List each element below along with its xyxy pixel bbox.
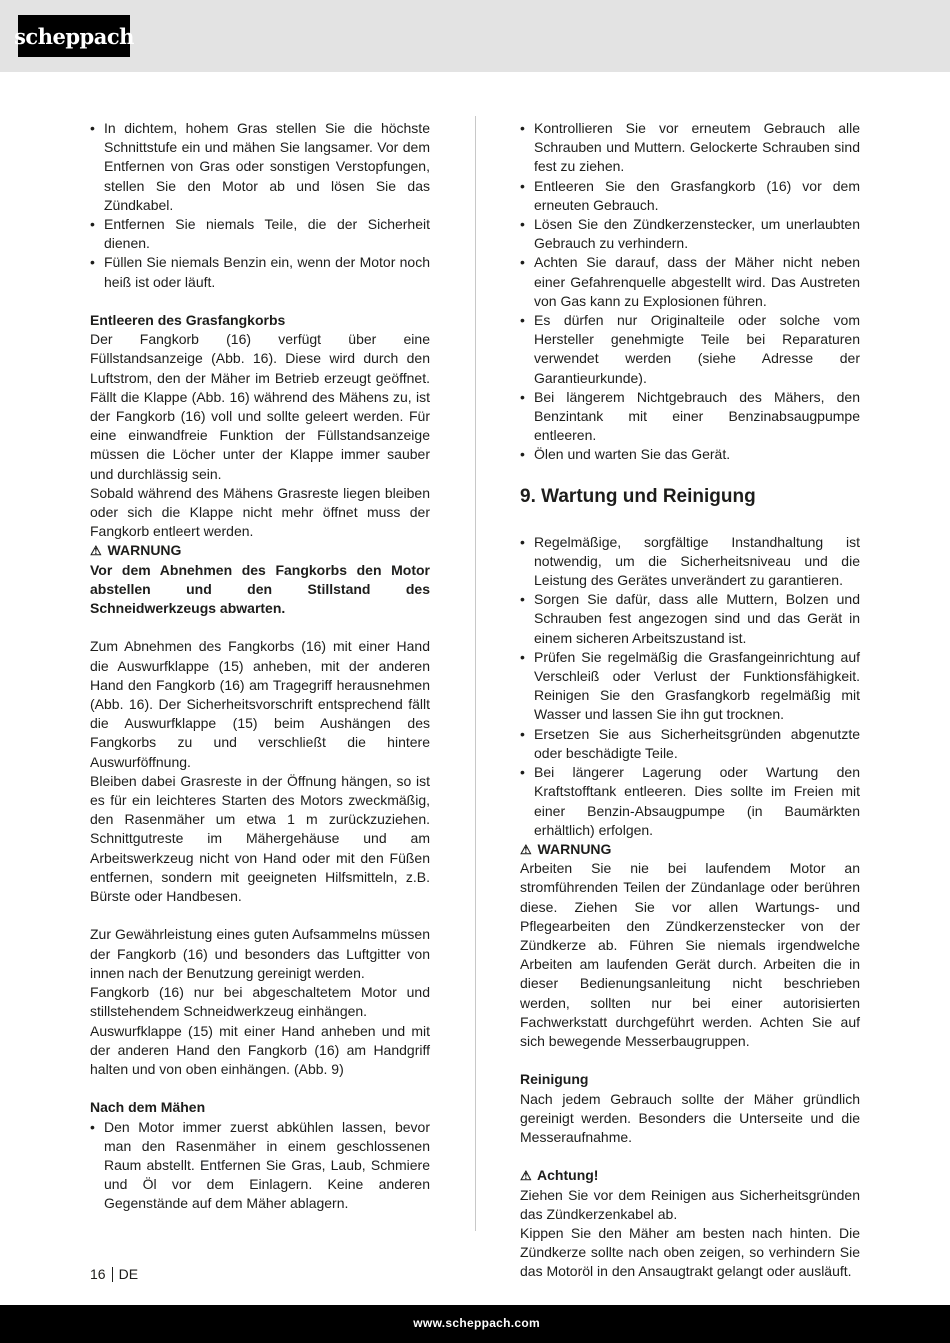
list-item: • Ersetzen Sie aus Sicherheitsgründen abgenutzte oder beschädigte Teile. [520, 725, 860, 763]
list-item: • Lösen Sie den Zündkerzenstecker, um unerlaubten Gebrauch zu verhindern. [520, 215, 860, 253]
paragraph: Kippen Sie den Mäher am besten nach hinten. Die Zündkerze sollte nach oben zeigen, so verhindern Sie das Motoröl in den Ansaugtrakt gelangt oder ausläuft. [520, 1224, 860, 1280]
achtung-label: Achtung! [537, 1167, 599, 1184]
paragraph: Der Fangkorb (16) verfügt über eine Füllstandsanzeige (Abb. 16). Diese wird durch den Luftstrom, den der Mäher im Betrieb erzeugt geöffnet. Fällt die Klappe (Abb. 16) während des Mähens zu, ist der Fangkorb (16) voll und sollte geleert werden. Für eine einwandfreie Funktion der Füllstandsanzeige müssen die Löcher unter der Klappe immer sauber und durchlässig sein. [90, 331, 430, 482]
column-divider [475, 116, 476, 1231]
paragraph: Ziehen Sie vor dem Reinigen aus Sicherheitsgründen das Zündkerzenkabel ab. [520, 1186, 860, 1222]
list-item: • Achten Sie darauf, dass der Mäher nicht neben einer Gefahrenquelle abgestellt wird. Das Austreten von Gas kann zu Explosionen führen. [520, 253, 860, 311]
paragraph: Zur Gewährleistung eines guten Aufsammelns müssen der Fangkorb (16) und besonders das Luftgitter von innen nach der Benutzung gereinigt werden. [90, 926, 430, 981]
section-title: 9. Wartung und Reinigung [520, 485, 756, 507]
page-footer-number [90, 1266, 138, 1282]
right-column [520, 119, 860, 1282]
list-item: • Den Motor immer zuerst abkühlen lassen, bevor man den Rasenmäher in einem geschlossenen Raum abstellt. Entfernen Sie Gras, Laub, Schmiere und Öl vor dem Einlagern. Keine anderen Gegenstände auf dem Mäher ablagern. [90, 1118, 430, 1214]
list-item: • Kontrollieren Sie vor erneutem Gebrauch alle Schrauben und Muttern. Gelockerte Schrauben sind fest zu ziehen. [520, 119, 860, 177]
warning-text: Arbeiten Sie nie bei laufendem Motor an stromführenden Teilen der Zündanlage oder berühren diese. Ziehen Sie vor allen Wartungs- und Pflegearbeiten den Zündkerzenstecker von der Zündkerze ab. Führen Sie niemals irgendwelche Arbeiten am laufenden Gerät durch. Arbeiten die in dieser Bedienungsanleitung nicht beschrieben werden, sollten nur bei einer autorisierten Fachwerkstatt durchgeführt werden. Achten Sie auf sich bewegende Messerbaugruppen. [520, 860, 860, 1049]
heading-reinigung: Reinigung [520, 1071, 589, 1088]
paragraph: Sobald während des Mähens Grasreste liegen bleiben oder sich die Klappe nicht mehr öffnet muss der Fangkorb entleert werden. [90, 484, 430, 540]
warning-heading [520, 840, 860, 859]
list-item: • Entleeren Sie den Grasfangkorb (16) vor dem erneuten Gebrauch. [520, 177, 860, 215]
list-item: • Es dürfen nur Originalteile oder solche vom Hersteller genehmigte Teile bei Reparaturen verwendet werden (siehe Adresse der Garantieurkunde). [520, 311, 860, 388]
warning-icon: ⚠ [90, 543, 102, 559]
paragraph: Auswurfklappe (15) mit einer Hand anheben und mit der anderen Hand den Fangkorb (16) am Handgriff halten und von oben einhängen. (Abb. 9) [90, 1022, 430, 1077]
warning-heading [90, 541, 430, 560]
list-item: • Sorgen Sie dafür, dass alle Muttern, Bolzen und Schrauben fest angezogen sind und das Gerät in einem sicheren Arbeitszustand ist. [520, 590, 860, 648]
heading-nach-dem-maehen: Nach dem Mähen [90, 1099, 206, 1116]
language-code: DE [118, 1266, 139, 1282]
list-item: • Regelmäßige, sorgfältige Instandhaltung ist notwendig, um die Sicherheitsniveau und die Leistung des Gerätes unverändert zu garantieren. [520, 533, 860, 591]
paragraph: Bleiben dabei Grasreste in der Öffnung hängen, so ist es für ein leichteres Starten des Motors zweckmäßig, den Rasenmäher um etwa 1 m zurückzuziehen. Schnittgutreste im Mähergehäuse und am Arbeitswerkzeug nicht von Hand oder mit den Füßen entfernen, sondern mit geeigneten Hilfsmitteln, z.B. Bürste oder Handbesen. [90, 772, 430, 905]
paragraph: Nach jedem Gebrauch sollte der Mäher gründlich gereinigt werden. Besonders die Unterseite und die Messeraufnahme. [520, 1090, 860, 1145]
warning-icon: ⚠ [520, 1168, 532, 1184]
header-band [0, 0, 950, 72]
page-number: 16 [90, 1266, 106, 1282]
list-item: • Prüfen Sie regelmäßig die Grasfangeinrichtung auf Verschleiß oder Verlust der Funktionsfähigkeit. Reinigen Sie den Grasfangkorb regelmäßig mit Wasser und lassen Sie ihn gut trocknen. [520, 648, 860, 725]
footer-band [0, 1305, 950, 1343]
warning-label: WARNUNG [107, 542, 182, 559]
warning-icon: ⚠ [520, 841, 532, 857]
warning-label: WARNUNG [537, 840, 612, 857]
scheppach-logo: scheppach [18, 15, 130, 57]
paragraph: Zum Abnehmen des Fangkorbs (16) mit einer Hand die Auswurfklappe (15) anheben, mit der anderen Hand den Fangkorb (16) am Tragegriff herausnehmen (Abb. 16). Der Sicherheitsvorschrift entsprechend fällt die Auswurfklappe (15) beim Aushängen des Fangkorbs zu und verschließt die hintere Auswurföffnung. [90, 638, 430, 770]
list-item: • Entfernen Sie niemals Teile, die der Sicherheit dienen. [90, 215, 430, 253]
warning-text: Vor dem Abnehmen des Fangkorbs den Motor abstellen und den Stillstand des Schneidwerkzeugs abwarten. [90, 561, 430, 617]
website-url: www.scheppach.com [413, 1316, 540, 1330]
left-column [90, 119, 430, 1214]
bullet-list [520, 533, 860, 840]
bullet-list [90, 1118, 430, 1214]
bullet-list [90, 119, 430, 292]
list-item: • Bei längerer Lagerung oder Wartung den Kraftstofftank entleeren. Dies sollte im Freien mit einer Benzin-Absaugpumpe (in Baumärkten erhältlich) erfolgen. [520, 763, 860, 840]
list-item: • Bei längerem Nichtgebrauch des Mähers, den Benzintank mit einer Benzinabsaugpumpe entleeren. [520, 388, 860, 446]
bullet-list [520, 119, 860, 465]
list-item: • Ölen und warten Sie das Gerät. [520, 445, 860, 464]
list-item: • In dichtem, hohem Gras stellen Sie die höchste Schnittstufe ein und mähen Sie langsamer. Vor dem Entfernen von Gras oder sonstigen Verstopfungen, stellen Sie den Motor ab und lösen Sie das Zündkabel. [90, 119, 430, 215]
list-item: • Füllen Sie niemals Benzin ein, wenn der Motor noch heiß ist oder läuft. [90, 253, 430, 291]
heading-grasfangkorb: Entleeren des Grasfangkorbs [90, 312, 286, 329]
paragraph: Fangkorb (16) nur bei abgeschaltetem Motor und stillstehendem Schneidwerkzeug einhängen. [90, 984, 430, 1020]
footer-separator [112, 1267, 113, 1282]
achtung-heading [520, 1166, 860, 1185]
